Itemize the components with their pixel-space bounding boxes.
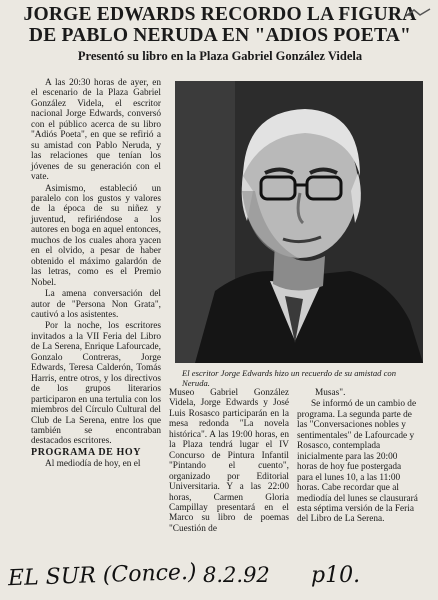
handwritten-page: p10. xyxy=(311,563,361,588)
handwritten-date: 8.2.92 xyxy=(203,563,270,587)
paragraph: Musas". xyxy=(315,388,346,398)
paragraph: Se informó de un cambio de programa. La segunda parte de las "Conversaciones nobles y sentimentales" de Lafourcade y Rosasco, contemplada inicialmente para las 20:00 horas de hoy fue postergada para el lunes 10, a las 11:00 horas. Cabe recordar que al mediodía del lunes se clausurará esta séptima versión de la Feria del Libro de La Serena. xyxy=(297,399,418,525)
subheadline: Presentó su libro en la Plaza Gabriel González Videla xyxy=(77,49,363,63)
paragraph: Por la noche, los escritores invitados a la VII Feria del Libro de La Serena, Enrique Lafourcade, Gonzalo Contreras, Jorge Edwards, Teresa Calderón, Tomás Harris, entre otros, y los directivos de los grupos literarios participaron en una tertulia con los miembros del Círculo Cultural del Club de La Serena, entre los que también se encontraban destacados escritores. xyxy=(31,321,161,447)
article-column-1 xyxy=(31,78,161,471)
article-column-3 xyxy=(297,388,419,526)
headline-line-2: DE PABLO NERUDA EN "ADIOS POETA" xyxy=(28,25,412,46)
headline-line-1: JORGE EDWARDS RECORDO LA FIGURA xyxy=(23,4,417,25)
paragraph: A las 20:30 horas de ayer, en el escenario de la Plaza Gabriel González Videla, el escritor nacional Jorge Edwards, conversó con el público acerca de su libro "Adiós Poeta", en que se refirió a su amistad con Pablo Neruda, y las relaciones que tenían los jóvenes de su generación con el vate. xyxy=(31,78,161,183)
portrait-image xyxy=(175,81,423,363)
paragraph: Asimismo, estableció un paralelo con los gustos y valores de la época de su niñez y juventud, refiriéndose a los autores en boga en aquel entonces, muchos de los cuales ahora yacen en el olvido, a pesar de haber obtenido el máximo galardón de las letras, como es el Premio Nobel. xyxy=(31,183,161,288)
section-heading: PROGRAMA DE HOY xyxy=(31,446,142,458)
paragraph: Museo Gabriel González Videla, Jorge Edwards y José Luis Rosasco participarán en la mesa redonda "La novela histórica". A las 19:00 horas, en la Plaza tendrá lugar el IV Concurso de Pintura Infantil "Pintando el cuento", organizado por Editorial Universitaria. Y a las 22:00 horas, Carmen Gloria Campillay presentará en el Marco su libro de poemas "Cuestión de xyxy=(169,388,289,534)
article-column-2 xyxy=(169,388,289,535)
paragraph: La amena conversación del autor de "Persona Non Grata", cautivó a los asistentes. xyxy=(31,289,161,320)
handwritten-source: EL SUR (Conce.) xyxy=(7,559,197,592)
photo-caption: El escritor Jorge Edwards hizo un recuerdo de su amistad con Neruda. xyxy=(182,368,397,388)
headline xyxy=(14,4,426,46)
paragraph: Al mediodía de hoy, en el xyxy=(45,459,141,470)
author-photo xyxy=(175,81,423,363)
corner-mark-icon xyxy=(404,6,432,20)
